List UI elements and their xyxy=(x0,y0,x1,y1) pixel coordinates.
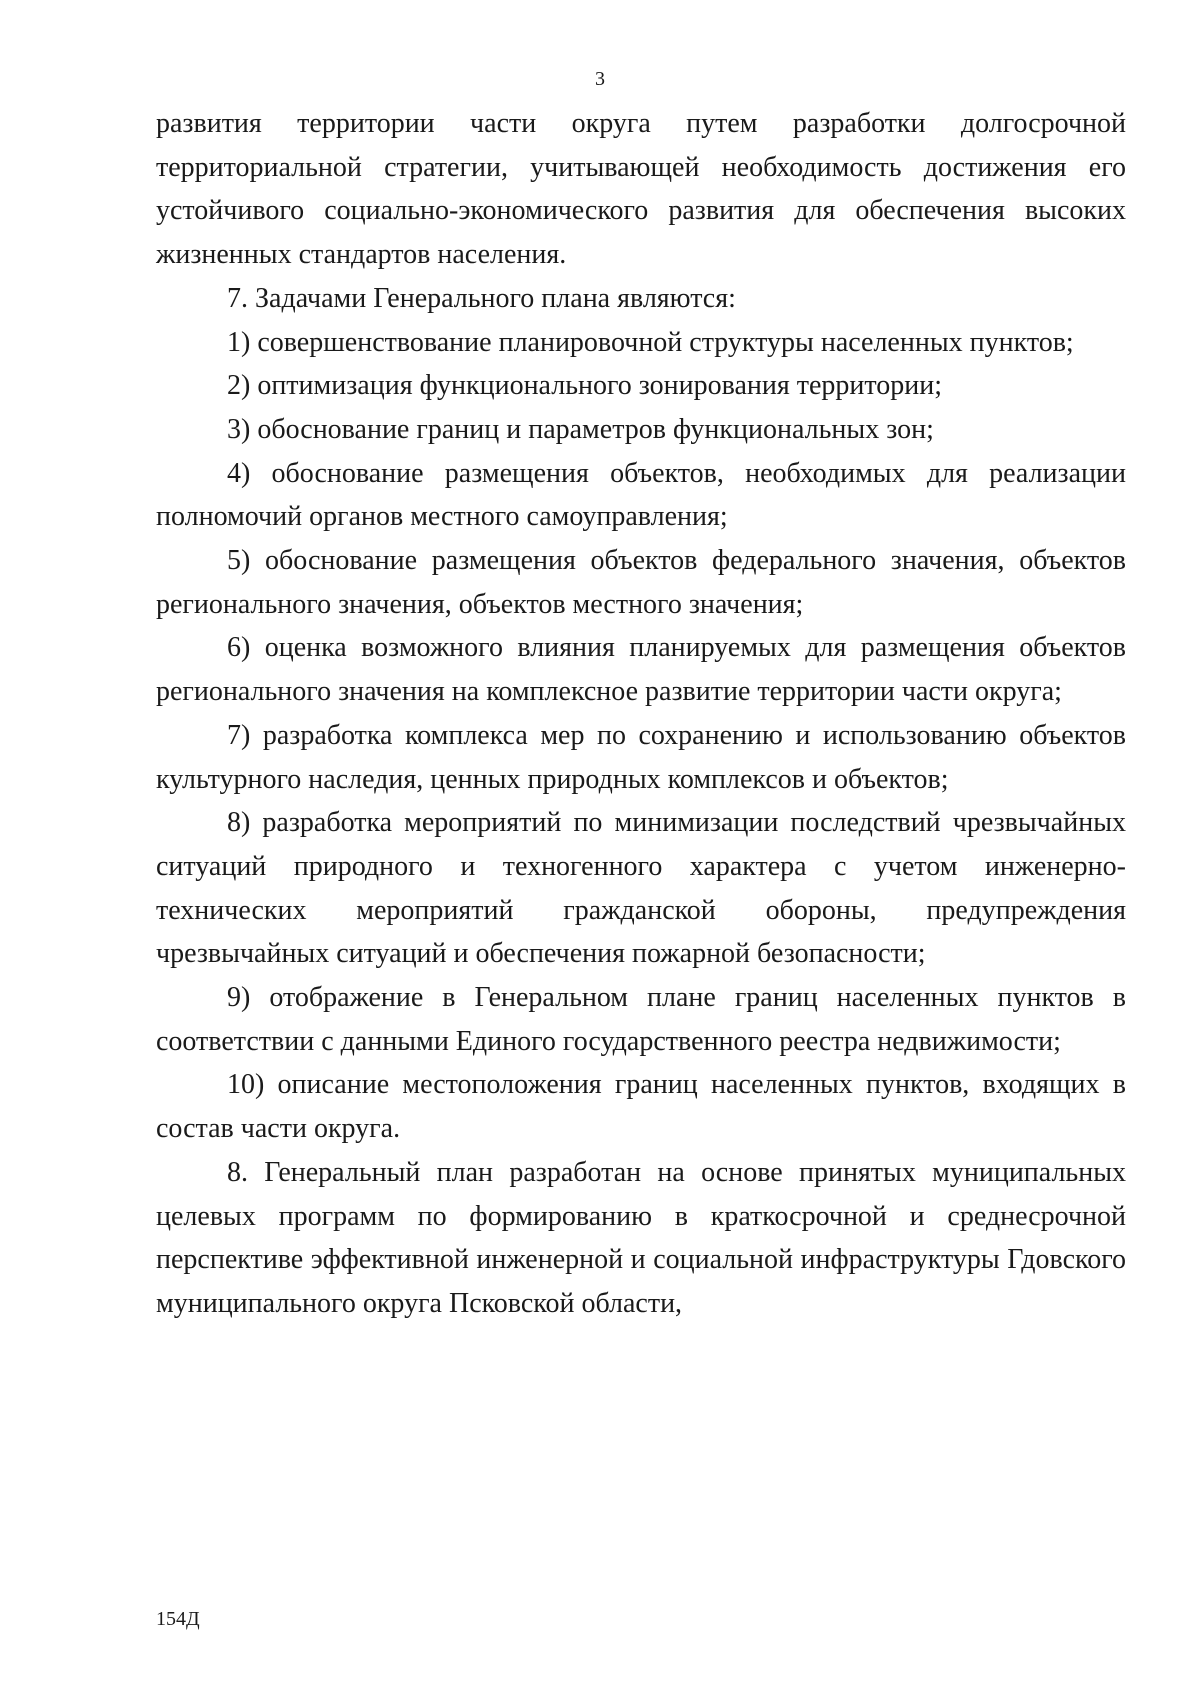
paragraph-item-8: 8. Генеральный план разработан на основе принятых муниципальных целевых программ по формированию в краткосрочной и среднесрочной перспективе эффективной инженерной и социальной инфраструктуры Гдовского муниципального округа Псковской области, xyxy=(156,1156,1126,1319)
page-number: 3 xyxy=(595,68,605,90)
list-item-1: 1) совершенствование планировочной структуры населенных пунктов; xyxy=(227,326,1074,358)
list-item-3: 3) обоснование границ и параметров функциональных зон; xyxy=(227,413,934,445)
document-code: 154Д xyxy=(156,1608,200,1630)
list-item-10: 10) описание местоположения границ населенных пунктов, входящих в состав части округа. xyxy=(156,1069,1126,1145)
list-item-8: 8) разработка мероприятий по минимизации последствий чрезвычайных ситуаций природного и техногенного характера с учетом инженерно-технических мероприятий гражданской обороны, предупреждения чрезвычайных ситуаций и обеспечения пожарной безопасности; xyxy=(156,807,1126,970)
list-item-2: 2) оптимизация функционального зонирования территории; xyxy=(227,370,942,402)
list-item-6: 6) оценка возможного влияния планируемых для размещения объектов регионального значения на комплексное развитие территории части округа; xyxy=(156,632,1126,708)
list-item-5: 5) обоснование размещения объектов федерального значения, объектов регионального значения, объектов местного значения; xyxy=(156,545,1126,620)
list-item-4: 4) обоснование размещения объектов, необходимых для реализации полномочий органов местного самоуправления; xyxy=(156,457,1126,533)
list-item-7: 7) разработка комплекса мер по сохранению и использованию объектов культурного наследия, ценных природных комплексов и объектов; xyxy=(156,719,1126,795)
paragraph-item-7-heading: 7. Задачами Генерального плана являются: xyxy=(227,282,736,314)
document-body xyxy=(156,102,1126,1326)
paragraph-continuation: развития территории части округа путем разработки долгосрочной территориальной стратегии, учитывающей необходимость достижения его устойчивого социально-экономического развития для обеспечения высоких жизненных стандартов населения. xyxy=(156,108,1126,271)
list-item-9: 9) отображение в Генеральном плане границ населенных пунктов в соответствии с данными Единого государственного реестра недвижимости; xyxy=(156,982,1126,1057)
